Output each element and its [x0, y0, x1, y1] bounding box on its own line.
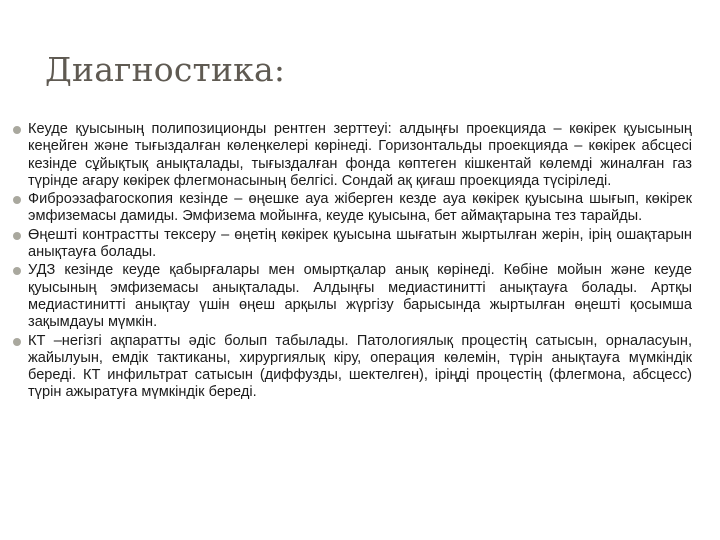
bullet-item — [12, 333, 692, 402]
bullet-dot-icon — [13, 126, 21, 134]
bullet-dot-icon — [13, 196, 21, 204]
bullet-text: УДЗ кезінде кеуде қабырғалары мен омыртқалар анық көрінеді. Көбіне мойын және кеуде қуысының эмфиземасы анықталады. Алдыңғы медиастинитті анықтауға болады. Артқы медиастинитті анықтау үшін өңеш арқылы жүргізу барысында жыртылған өңешті қосымша зақымдауы мүмкін. — [28, 262, 692, 331]
slide-title: Диагностика: — [45, 50, 286, 89]
bullet-list — [12, 121, 692, 403]
bullet-item — [12, 191, 692, 226]
bullet-item — [12, 262, 692, 331]
bullet-dot-icon — [13, 338, 21, 346]
bullet-item — [12, 227, 692, 262]
bullet-item — [12, 121, 692, 190]
bullet-dot-icon — [13, 267, 21, 275]
bullet-text: Кеуде қуысының полипозиционды рентген зерттеуі: алдыңғы проекцияда – көкірек қуысының кеңейген және тығыздалған көлеңкелері көрінеді. Горизонтальды проекцияда – көкірек абсцесі кезінде сұйықтық анықталады, тығыздалған фонда көптеген кішкентай көлемді жиналған газ түрінде ағару көкірек флегмонасының белгісі. Сондай ақ қиғаш проекцияда түсіріледі. — [28, 121, 692, 189]
bullet-text: КТ –негізгі ақпаратты әдіс болып табылады. Патологиялық процестің сатысын, орналасуын, жайылуын, емдік тактиканы, хирургиялық кіру, операция көлемін, түрін анықтауға мүмкіндік береді. КТ инфильтрат сатысын (диффузды, шектелген), іріңді процестің (флегмона, абсцесс) түрін ажыратуға мүмкіндік береді. — [28, 332, 692, 401]
bullet-dot-icon — [13, 232, 21, 240]
bullet-text: Өңешті контрастты тексеру – өңетің көкірек қуысына шығатын жыртылған жерін, ірің ошақтарын анықтауға болады. — [28, 226, 692, 261]
bullet-text: Фиброэзафагоскопия кезінде – өңешке ауа жіберген кезде ауа көкірек қуысына шығып, көкірек эмфиземасы дамиды. Эмфизема мойынға, кеуде қуысына, бет аймақтарына тез тарайды. — [28, 191, 692, 225]
